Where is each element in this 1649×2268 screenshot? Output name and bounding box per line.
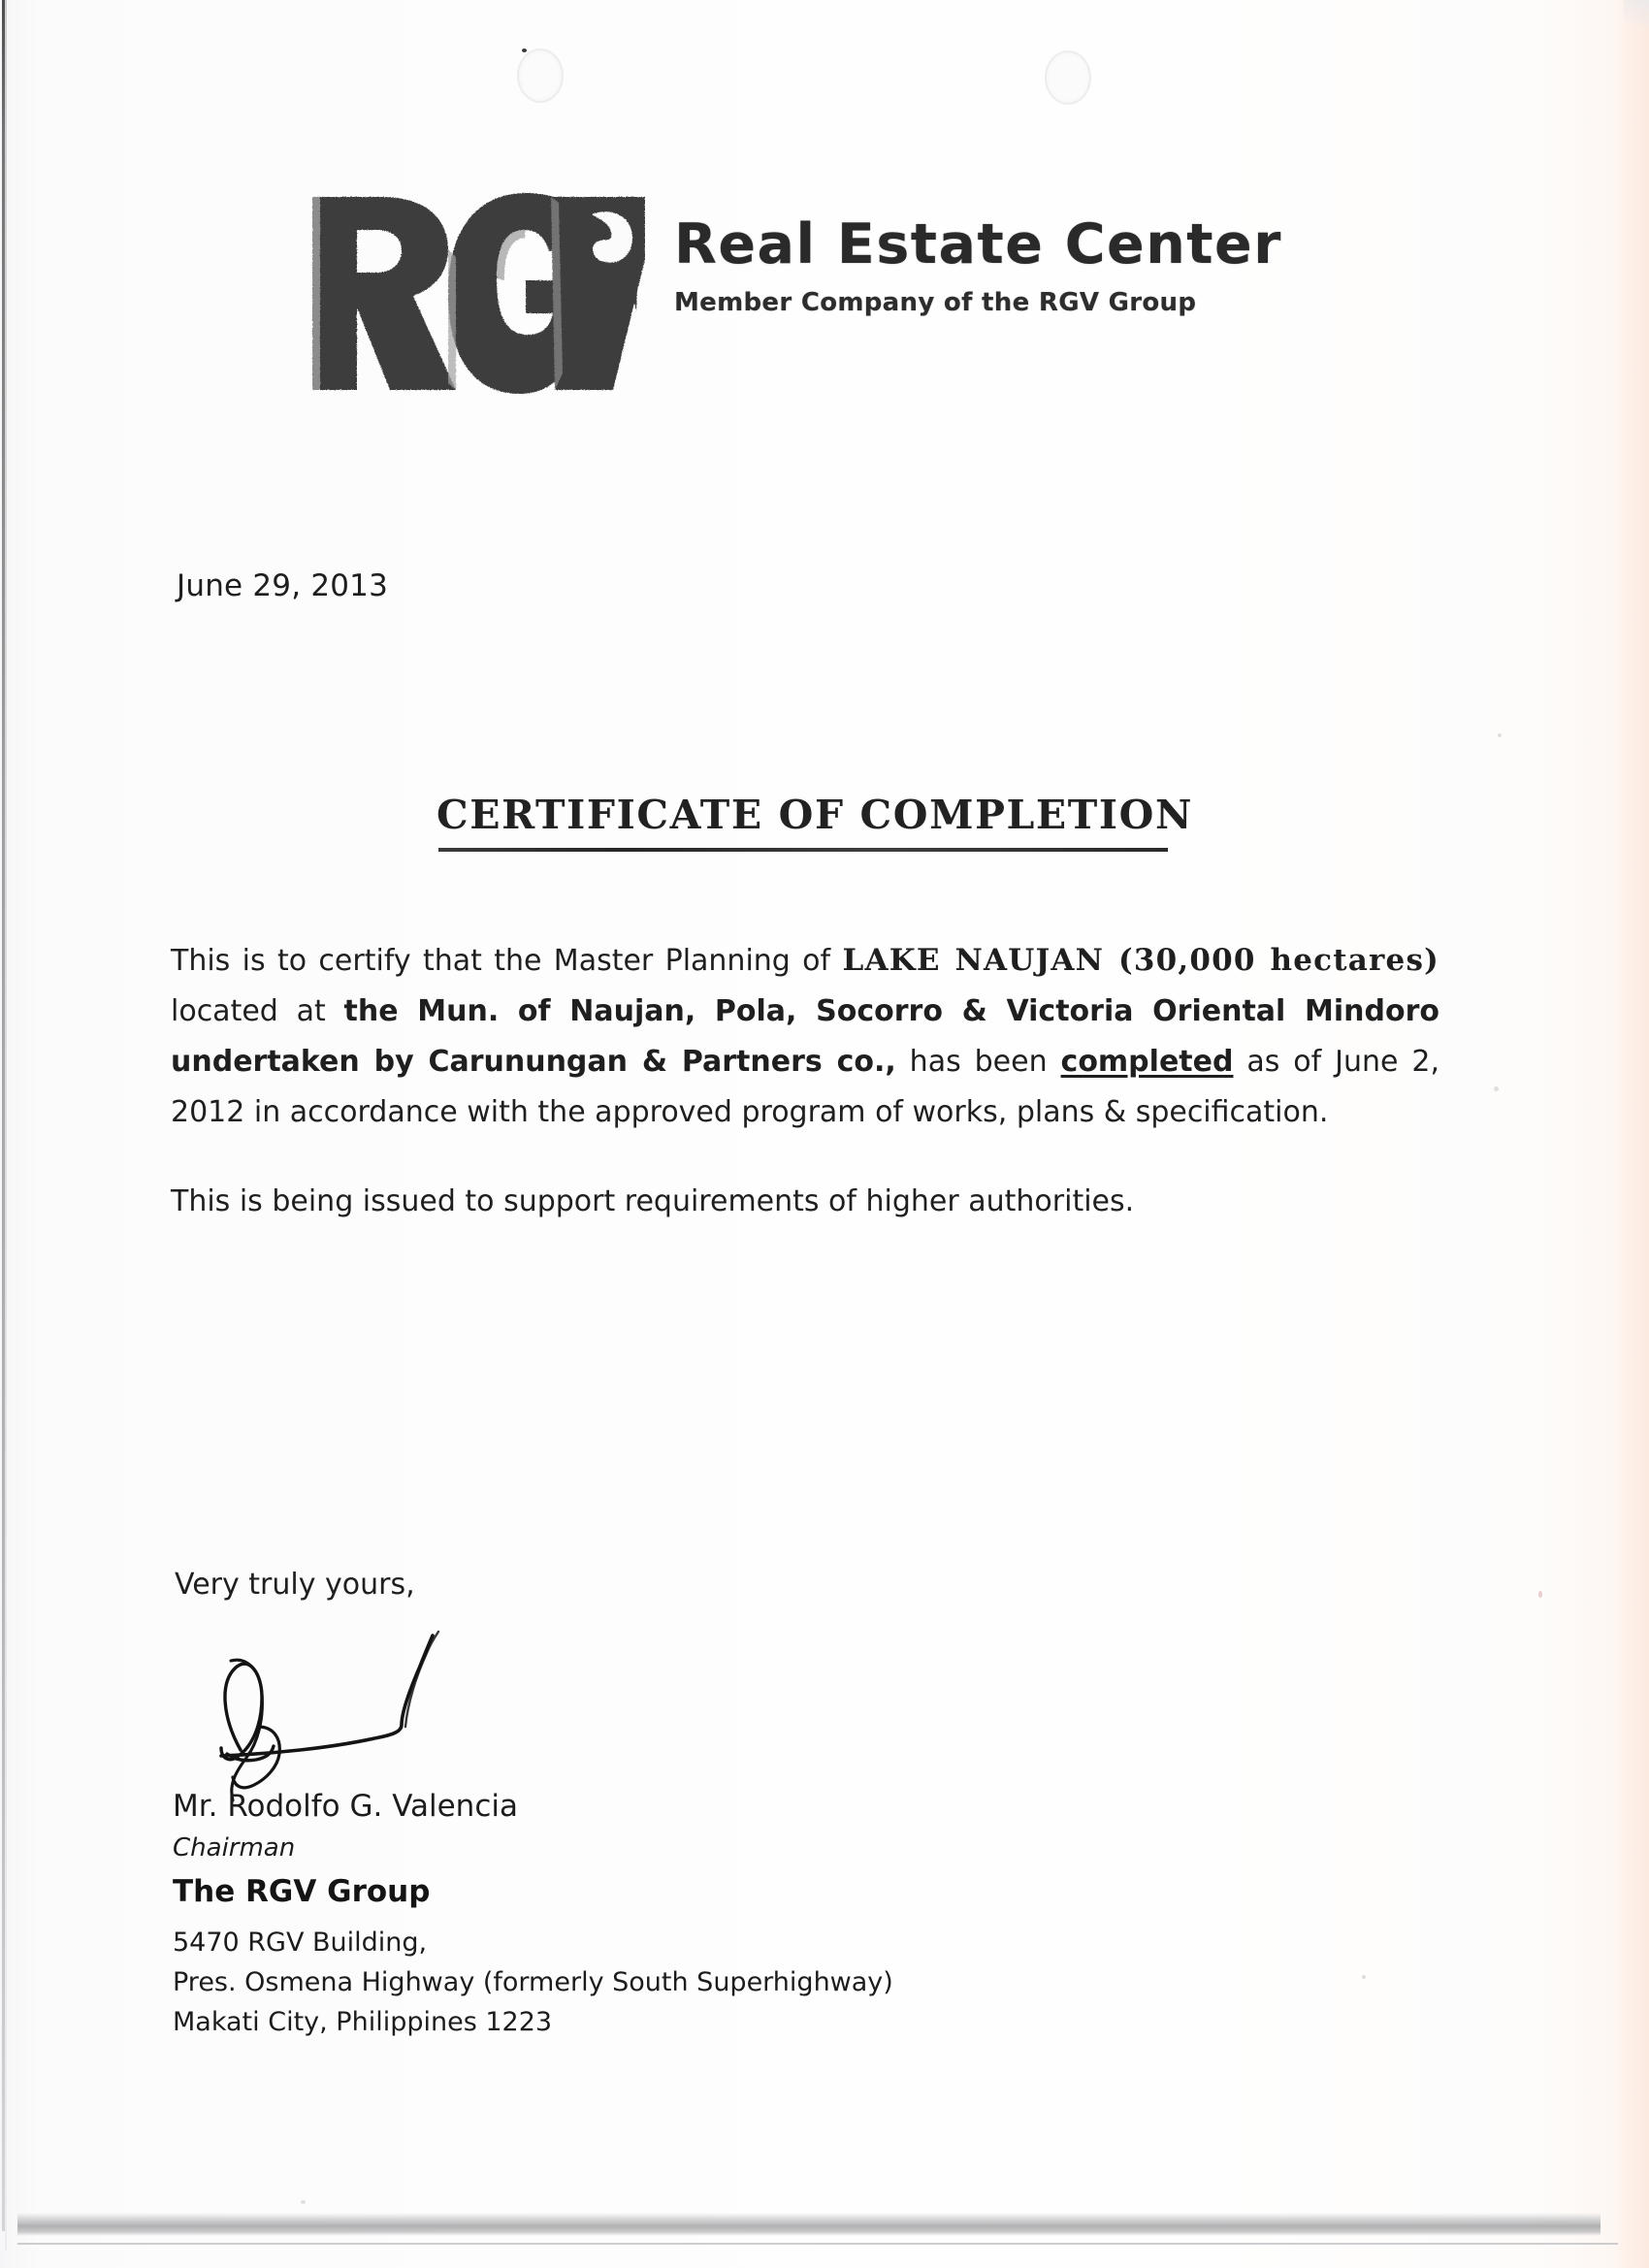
signatory-address [173,1923,893,2042]
scan-corner-smudge [1624,0,1649,39]
body-seg-intro: This is to certify that the Master Planning of [171,944,843,978]
scan-speck [1494,1086,1499,1091]
body-seg-tail: as of June 2, 2012 in accordance with the approved program of works, plans & specification. [171,1045,1440,1129]
rgv-monogram-logo [301,189,645,398]
page-title-underline [438,848,1168,852]
scan-speck [1498,733,1502,737]
scan-right-warm-band [1614,0,1649,2268]
page-title: CERTIFICATE OF COMPLETION [436,792,1194,838]
letterhead-text [674,189,1282,317]
scan-bottom-noise-band [17,2213,1600,2236]
address-line-3: Makati City, Philippines 1223 [173,2007,553,2037]
scan-speck [1538,1591,1542,1598]
letter-body [171,935,1439,1227]
signatory-role: Chairman [173,1833,296,1863]
body-seg-hasbeen: has been [895,1045,1061,1079]
punch-hole-right [1045,50,1091,105]
punch-hole-left [517,49,564,103]
body-paragraph-1 [171,935,1439,1138]
scan-speck [1362,1975,1366,1979]
scan-bottom-edge-line [17,2243,1618,2245]
signatory-name: Mr. Rodolfo G. Valencia [173,1789,518,1824]
company-tagline: Member Company of the RGV Group [674,288,1197,318]
body-seg-located: located at [171,994,344,1028]
body-seg-completed: completed [1060,1045,1234,1079]
address-line-2: Pres. Osmena Highway (formerly South Superhighway) [173,1967,893,1997]
scan-speck [301,2200,306,2204]
body-seg-location: the Mun. of Naujan, Pola, Socorro & Victoria Oriental Mindoro undertaken by Carunungan & Partners co., [171,994,1439,1079]
letterhead [301,189,1282,398]
letter-date: June 29, 2013 [177,568,389,603]
closing-salutation: Very truly yours, [175,1568,415,1602]
signatory-organization: The RGV Group [173,1874,431,1909]
company-name: Real Estate Center [674,212,1282,276]
scan-left-edge-soft [5,0,7,2251]
body-seg-project: LAKE NAUJAN (30,000 hectares) [842,943,1439,978]
address-line-1: 5470 RGV Building, [173,1928,428,1958]
body-paragraph-2: This is being issued to support requirements of higher authorities. [171,1184,1135,1218]
